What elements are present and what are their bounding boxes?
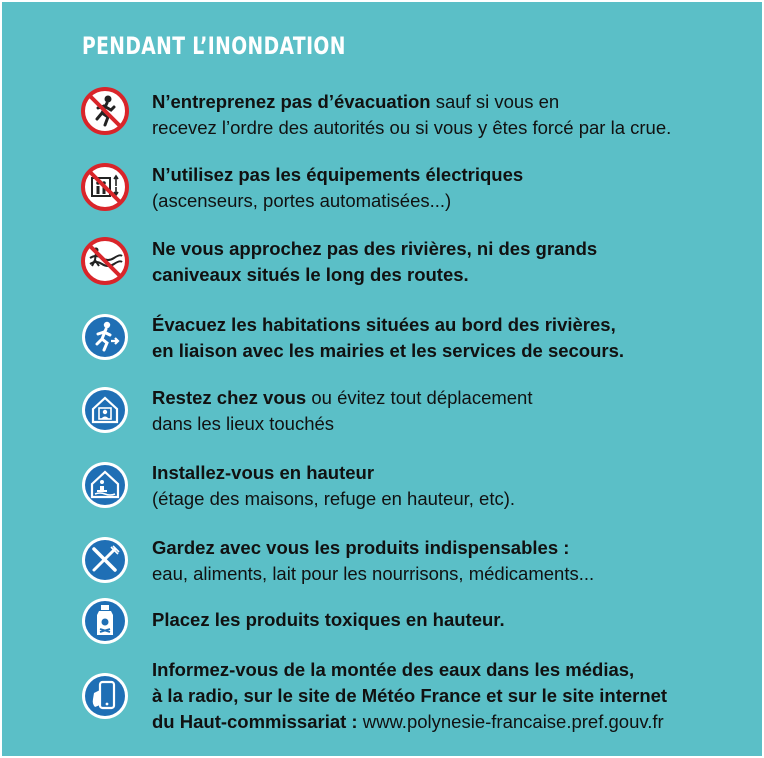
item-text-line2: dans les lieux touchés: [152, 413, 335, 434]
item-bold-text: Restez chez vous: [152, 387, 307, 408]
item-bold-text: N’utilisez pas les équipements électriques: [152, 164, 524, 185]
cutlery-icon: [80, 535, 130, 585]
item-text-line2: eau, aliments, lait pour les nourrisons, médicaments...: [152, 563, 595, 584]
item-bold-text: Placez les produits toxiques en hauteur.: [152, 609, 505, 630]
evacuate-icon: [80, 312, 130, 362]
stay-home-icon: [80, 385, 130, 435]
house-high-icon: [80, 460, 130, 510]
item-bold-text: Évacuez les habitations situées au bord des rivières,: [152, 314, 616, 335]
page-title: PENDANT L’INONDATION: [82, 32, 346, 60]
item-text-line2: recevez l’ordre des autorités ou si vous y êtes forcé par la crue.: [152, 117, 672, 138]
item-bold-line2: à la radio, sur le site de Météo France et sur le site internet: [152, 685, 668, 706]
item-bold-text: Gardez avec vous les produits indispensables :: [152, 537, 570, 558]
toxic-bottle-icon: [80, 596, 130, 646]
no-river-icon: [80, 236, 130, 286]
item-text: ou évitez tout déplacement: [306, 387, 533, 408]
item-bold-line2: en liaison avec les mairies et les services de secours.: [152, 340, 625, 361]
item-bold-line3: du Haut-commissariat :: [152, 711, 358, 732]
item-bold-text: Installez-vous en hauteur: [152, 462, 375, 483]
item-bold-line2: caniveaux situés le long des routes.: [152, 264, 469, 285]
item-text-line2: (ascenseurs, portes automatisées...): [152, 190, 452, 211]
website-link[interactable]: www.polynesie-francaise.pref.gouv.fr: [357, 711, 664, 732]
item-text: sauf si vous en: [430, 91, 560, 112]
item-bold-text: Ne vous approchez pas des rivières, ni des grands: [152, 238, 598, 259]
item-text-line2: (étage des maisons, refuge en hauteur, etc).: [152, 488, 516, 509]
item-bold-text: Informez-vous de la montée des eaux dans les médias,: [152, 659, 635, 680]
item-bold-text: N’entreprenez pas d’évacuation: [152, 91, 431, 112]
phone-icon: [80, 671, 130, 721]
flood-advice-panel: [2, 2, 762, 756]
no-elevator-icon: [80, 162, 130, 212]
no-running-icon: [80, 86, 130, 136]
